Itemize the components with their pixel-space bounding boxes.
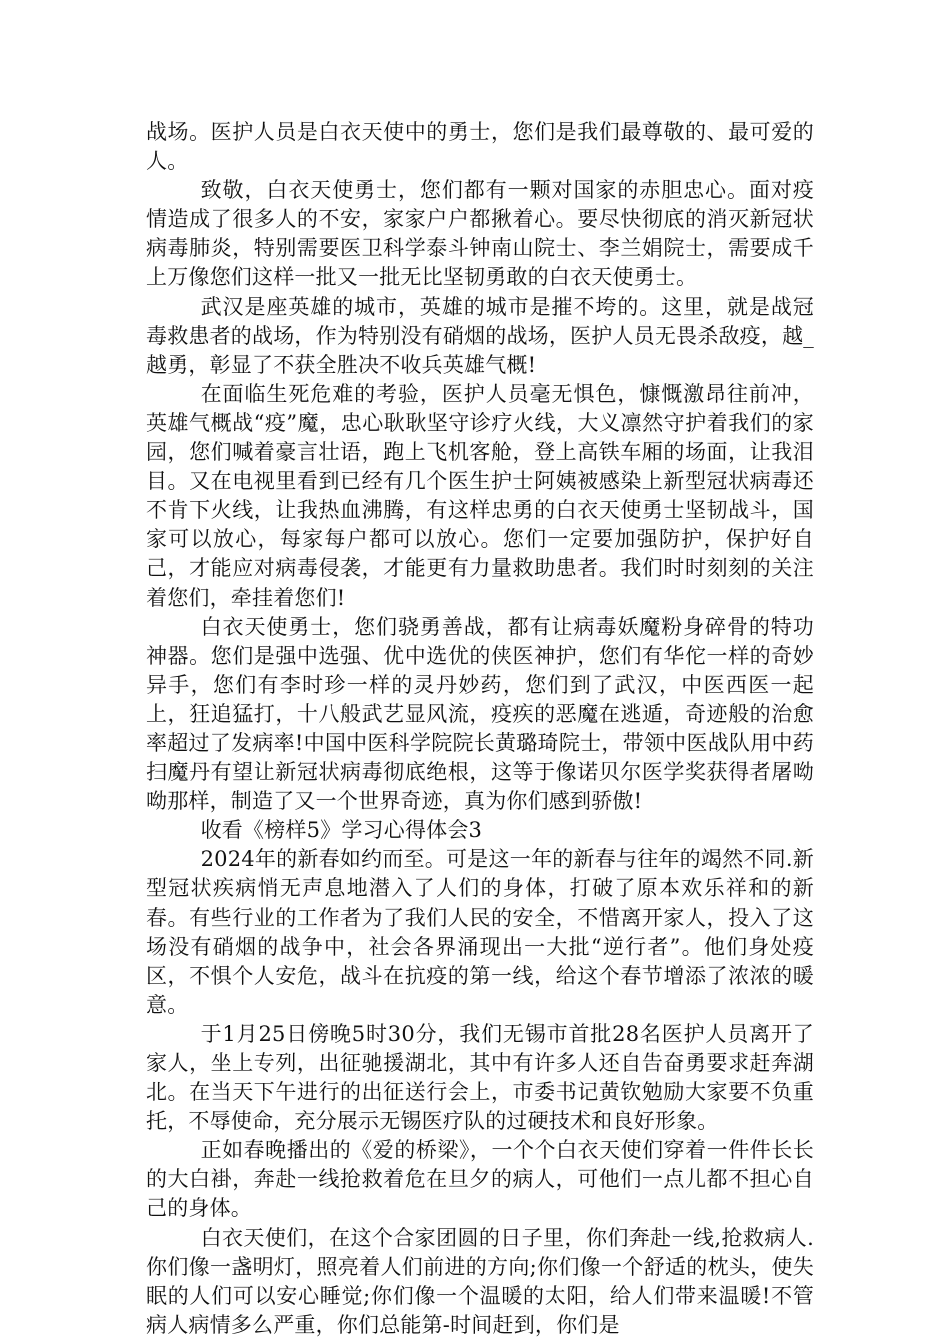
paragraph-1: 战场。医护人员是白衣天使中的勇士，您们是我们最尊敬的、最可爱的人。: [146, 120, 814, 174]
paragraph-3: 武汉是座英雄的城市，英雄的城市是摧不垮的。这里，就是战冠毒救患者的战场，作为特别没有硝烟的战场，医护人员无畏杀敌疫，越_越勇，彰显了不获全胜决不收兵英雄气概!: [146, 294, 814, 377]
paragraph-4: 在面临生死危难的考验，医护人员毫无惧色，慷慨激昂往前冲，英雄气概战“疫”魔，忠心耿耿坚守诊疗火线，大义凛然守护着我们的家园，您们喊着豪言壮语，跑上飞机客舱，登上高铁车厢的场面，让我泪目。又在电视里看到已经有几个医生护士阿姨被感染上新型冠状病毒还不肯下火线，让我热血沸腾，有这样忠勇的白衣天使勇士坚韧战斗，国家可以放心，每家每户都可以放心。您们一定要加强防护，保护好自己，才能应对病毒侵袭，才能更有力量救助患者。我们时时刻刻的关注着您们，牵挂着您们!: [146, 381, 814, 610]
document-page: [146, 118, 814, 1340]
section-heading: 收看《榜样5》学习心得体会3: [200, 818, 483, 843]
paragraph-2: 致敬，白衣天使勇士，您们都有一颗对国家的赤胆忠心。面对疫情造成了很多人的不安，家家户户都揪着心。要尽快彻底的消灭新冠状病毒肺炎，特别需要医卫科学泰斗钟南山院士、李兰娟院士，需要成千上万像您们这样一批又一批无比坚韧勇敢的白衣天使勇士。: [146, 178, 814, 290]
paragraph-8: 正如春晚播出的《爱的桥梁》，一个个白衣天使们穿着一件件长长的大白褂，奔赴一线抢救着危在旦夕的病人，可他们一点儿都不担心自己的身体。: [146, 1138, 814, 1221]
paragraph-9: 白衣天使们，在这个合家团圆的日子里，你们奔赴一线,抢救病人.你们像一盏明灯，照亮着人们前进的方向;你们像一个舒适的枕头，使失眠的人们可以安心睡觉;你们像一个温暖的太阳，给人们带来温暖!不管病人病情多么严重，你们总能第-时间赶到，你们是: [146, 1225, 814, 1337]
paragraph-5: 白衣天使勇士，您们骁勇善战，都有让病毒妖魔粉身碎骨的特功神器。您们是强中选强、优中选优的侠医神护，您们有华佗一样的奇妙异手，您们有李时珍一样的灵丹妙药，您们到了武汉，中医西医一起上，狂追猛打，十八般武艺显风流，疫疾的恶魔在逃遁，奇迹般的治愈率超过了发病率!中国中医科学院院长黄璐琦院士，带领中医战队用中药扫魔丹有望让新冠状病毒彻底绝根，这等于像诺贝尔医学奖获得者屠呦呦那样，制造了又一个世界奇迹，真为你们感到骄傲!: [146, 614, 814, 814]
paragraph-7: 于1月25日傍晚5时30分，我们无锡市首批28名医护人员离开了家人，坐上专列，出征驰援湖北，其中有许多人还自告奋勇要求赶奔湖北。在当天下午进行的出征送行会上，市委书记黄钦勉励大家要不负重托，不辱使命，充分展示无锡医疗队的过硬技术和良好形象。: [146, 1021, 814, 1134]
paragraph-6: 2024年的新春如约而至。可是这一年的新春与往年的竭然不同.新型冠状疾病悄无声息地潜入了人们的身体，打破了原本欢乐祥和的新春。有些行业的工作者为了我们人民的安全，不惜离开家人，投入了这场没有硝烟的战争中，社会各界涌现出一大批“逆行者”。他们身处疫区，不惧个人安危，战斗在抗疫的第一线，给这个春节增添了浓浓的暖意。: [146, 847, 814, 1017]
